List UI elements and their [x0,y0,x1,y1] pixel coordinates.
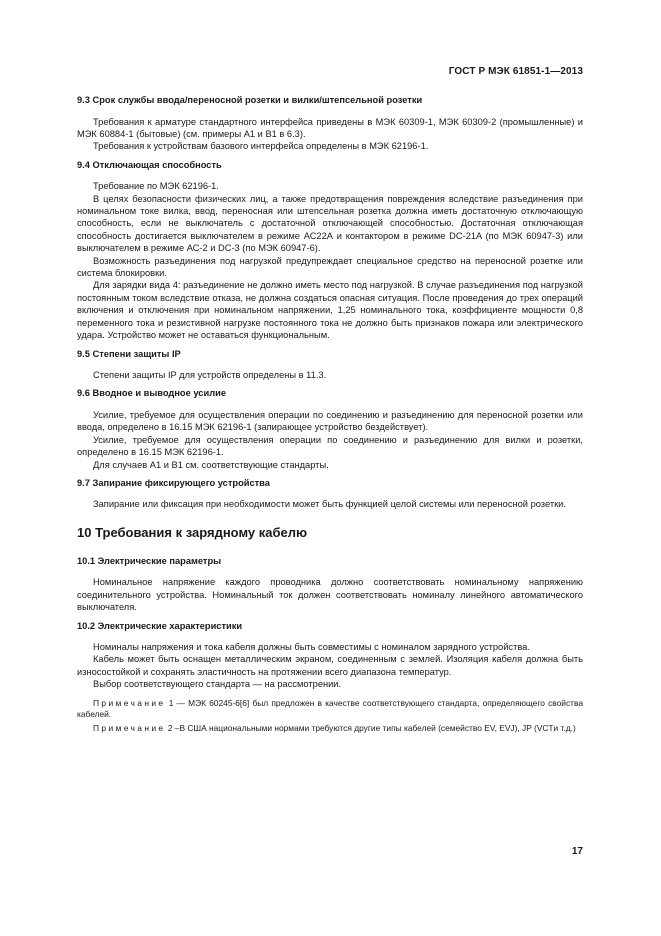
section-9-5-paragraph: Степени защиты IP для устройств определены в 11.3. [93,370,327,380]
section-9-7-heading: 9.7 Запирание фиксирующего устройства [77,477,270,488]
section-9-4-paragraph: Для зарядки вида 4: разъединение не должно иметь место под нагрузкой. В случае разъединения под нагрузкой постоянным током вследствие отказа, не должна создаться опасная ситуация. После проведения до трех операций включения и отключения при номинальном напряжении, 1,25 номинального тока, коэффициенте мощности 0,8 переменного тока и резистивной нагрузке постоянного тока не должно быть признаков пожара или электрического удара. Устройство может не оставаться функциональным. [77,280,583,341]
section-10-2-heading: 10.2 Электрические характеристики [77,620,243,631]
note-label: Примечание [93,723,166,734]
section-9-4-paragraph: Возможность разъединения под нагрузкой предупреждает специальное средство на переносной розетке или система блокировки. [77,255,583,279]
chapter-10-heading: 10 Требования к зарядному кабелю [77,524,308,540]
section-9-6-paragraph: Усилие, требуемое для осуществления операции по соединению и разъединению для вилки и розетки, определено в 16.15 МЭК 62196-1. [77,434,583,458]
section-10-1-paragraph: Номинальное напряжение каждого проводника должно соответствовать номинальному напряжению соединительного устройства. Номинальный ток должен соответствовать номиналу линейного автоматического выключателя. [77,577,583,613]
page-content [77,94,583,734]
document-header: ГОСТ Р МЭК 61851-1—2013 [448,66,583,77]
note-label: Примечание [93,697,166,708]
note-text: 2 –В США национальными нормами требуются другие типы кабелей (семейство EV, EVJ), JP (VCTи т.д.) [167,723,576,734]
page-number: 17 [571,846,583,857]
section-9-7-paragraph: Запирание или фиксация при необходимости может быть функцией целой системы или переносной розетки. [93,499,566,510]
section-9-6-heading: 9.6 Вводное и выводное усилие [77,388,226,399]
section-10-1-heading: 10.1 Электрические параметры [77,555,222,566]
section-9-3-paragraph: Требования к арматуре стандартного интерфейса приведены в МЭК 60309-1, МЭК 60309-2 (промышленные) и МЭК 60884-1 (бытовые) (см. примеры А1 и В1 в 6.3). [77,116,583,139]
section-9-4-paragraph: Требование по МЭК 62196-1. [93,181,219,192]
section-9-6-paragraph: Для случаев А1 и В1 см. соответствующие стандарты. [93,459,329,470]
note-1 [77,698,583,720]
section-9-4-paragraph: В целях безопасности физических лиц, а также предотвращения повреждения вследствие разъединения при номинальном токе вилка, ввод, переносная или штепсельная розетка должна иметь достаточную отключающую способность, если не выключатель с достаточной отключающей способностью. Достаточная отключающая способность достигается выключателем в режиме АС22А и контактором в режиме DC-21A (по МЭК 60947-3) или выключателем в режиме АС-2 и DC-3 (по МЭК 60947-6). [77,193,583,254]
section-9-6-paragraph: Усилие, требуемое для осуществления операции по соединению и разъединению для переносной розетки или ввода, определено в 16.15 МЭК 62196-1 (запирающее устройство бездействует). [77,409,583,433]
section-9-4-heading: 9.4 Отключающая способность [77,159,222,170]
section-10-2-paragraph: Номиналы напряжения и тока кабеля должны быть совместимы с номиналом зарядного устройства. [93,642,530,653]
section-9-5-heading: 9.5 Степени защиты IP [77,348,181,359]
note-2 [77,723,583,734]
note-text: 1 — МЭК 60245-6[6] был предложен в качестве соответствующего стандарта, определяющего свойства кабелей. [77,697,583,719]
section-9-3-paragraph: Требования к устройствам базового интерфейса определены в МЭК 62196-1. [93,141,429,152]
section-10-2-paragraph: Кабель может быть оснащен металлическим экраном, соединенным с землей. Изоляция кабеля должна быть износостойкой и сохранять эластичность на протяжении всего диапазона температур. [77,654,583,677]
section-10-2-paragraph: Выбор соответствующего стандарта — на рассмотрении. [93,679,342,690]
section-9-3-heading: 9.3 Срок службы ввода/переносной розетки и вилки/штепсельной розетки [77,95,423,105]
